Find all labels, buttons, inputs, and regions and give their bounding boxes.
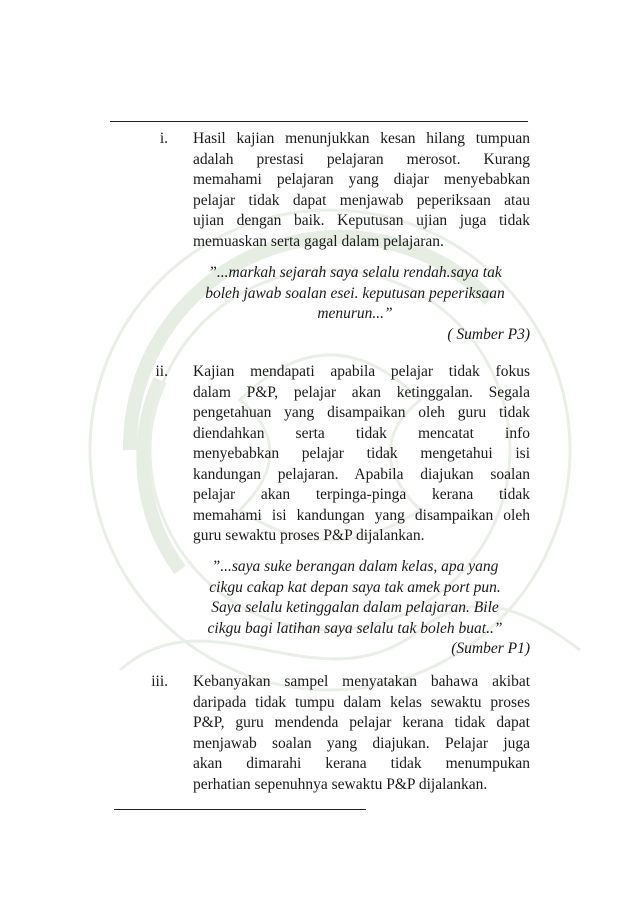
quote-i [180,263,530,345]
item-number-ii: ii. [155,363,168,380]
paragraph-line: kandungan pelajaran. Apabila diajukan soalan [193,465,530,483]
paragraph-line: P&P, guru mendenda pelajar kerana tidak dapat [193,714,530,731]
quote-line: boleh jawab soalan esei. keputusan peperiksaan [205,284,505,302]
paragraph-i [193,129,530,252]
paragraph-line: adalah prestasi pelajaran merosot. Kurang [193,150,530,168]
quote-source: ( Sumber P3) [447,325,530,343]
item-number-iii: iii. [151,673,168,690]
paragraph-line: guru sewaktu proses P&P dijalankan. [193,527,425,544]
paragraph-line: ujian dengan baik. Keputusan ujian juga tidak [193,212,530,229]
paragraph-line: pelajar akan terpinga-pinga kerana tidak [193,486,530,503]
paragraph-line: daripada tidak tumpu dalam kelas sewaktu proses [193,693,530,711]
quote-line: cikgu cakap kat depan saya tak amek port pun. [209,578,501,596]
footnote-rule [114,809,366,810]
paragraph-line: Kebanyakan sampel menyatakan bahawa akibat [193,673,530,690]
quote-line: Saya selalu ketinggalan dalam pelajaran. Bile [211,599,499,616]
paragraph-line: memuaskan serta gagal dalam pelajaran. [193,232,444,250]
paragraph-line: menyebabkan pelajar tidak mengetahui isi [193,445,530,462]
quote-line: cikgu bagi latihan saya selalu tak boleh buat..” [207,619,503,637]
paragraph-line: dalam P&P, pelajar akan ketinggalan. Segala [193,383,530,401]
paragraph-iii [193,672,530,795]
paragraph-line: diendahkan serta tidak mencatat info [193,424,530,442]
paragraph-line: pelajar tidak dapat menjawab peperiksaan atau [193,191,530,209]
quote-line: ”...saya suke berangan dalam kelas, apa yang [211,558,499,575]
quote-line: menurun...” [317,305,393,322]
paragraph-line: Kajian mendapati apabila pelajar tidak fokus [193,363,530,380]
paragraph-line: perhatian sepenuhnya sewaktu P&P dijalankan. [193,775,488,793]
top-rule [110,121,528,122]
item-number-i: i. [159,130,168,147]
paragraph-line: pengetahuan yang disampaikan oleh guru tidak [193,404,530,421]
paragraph-line: menjawab soalan yang diajukan. Pelajar juga [193,734,530,752]
paragraph-line: Hasil kajian menunjukkan kesan hilang tumpuan [193,130,530,147]
quote-line: ”...markah sejarah saya selalu rendah.saya tak [208,264,502,281]
quote-source: (Sumber P1) [451,640,530,657]
paragraph-line: memahami pelajaran yang diajar menyebabkan [193,171,530,188]
quote-ii [180,557,530,660]
paragraph-line: memahami isi kandungan yang disampaikan oleh [193,506,530,524]
paragraph-ii [193,362,530,547]
paragraph-line: akan dimarahi kerana tidak menumpukan [193,755,530,772]
